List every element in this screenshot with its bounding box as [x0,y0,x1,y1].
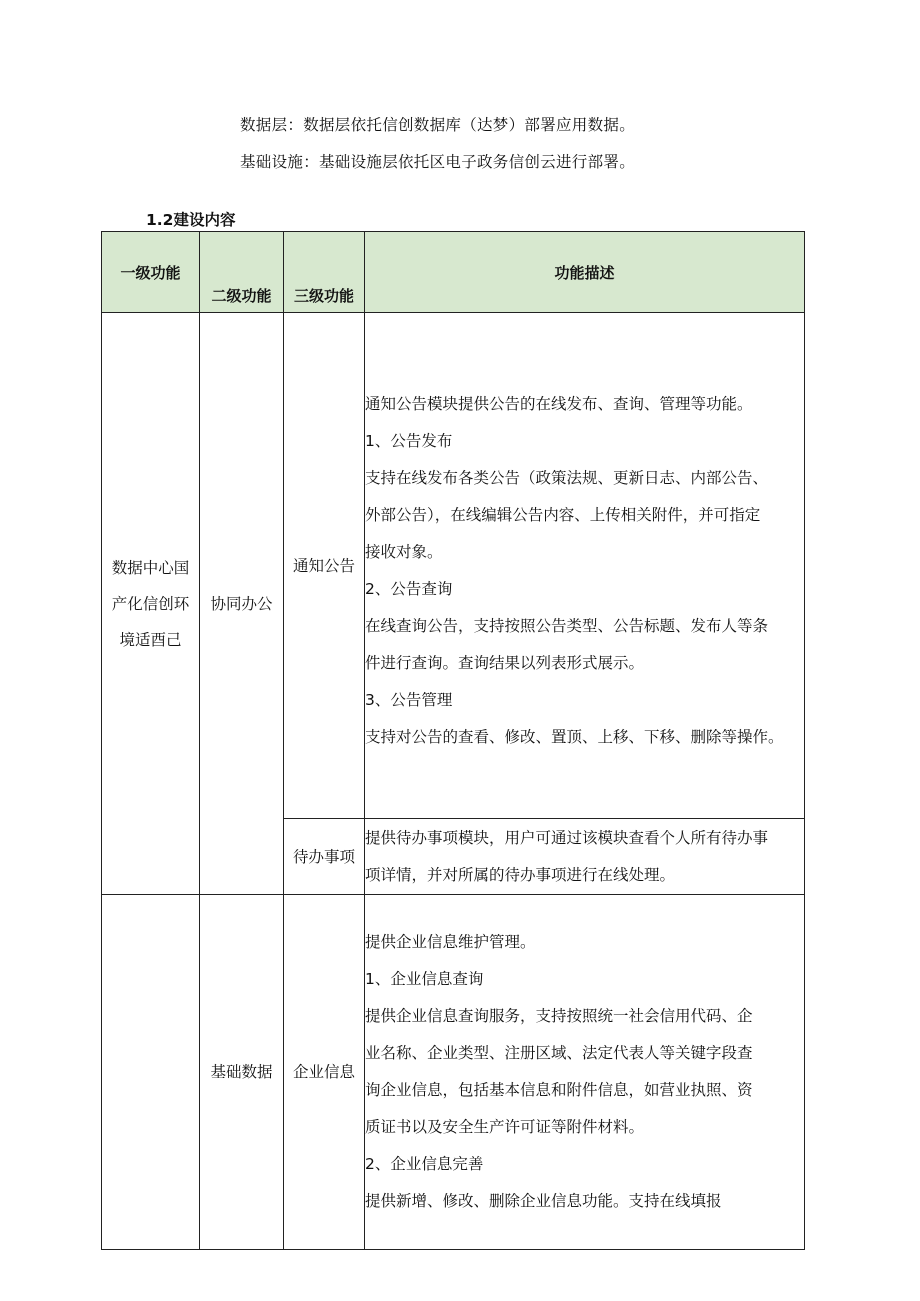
level1-cell-empty [102,895,200,1250]
desc-line: 2、企业信息完善 [365,1155,484,1173]
desc-line: 询企业信息，包括基本信息和附件信息，如营业执照、资 [365,1081,753,1099]
paragraph-data-layer: 数据层：数据层依托信创数据库（达梦）部署应用数据。 [240,116,636,134]
desc-line: 外部公告），在线编辑公告内容、上传相关附件，并可指定 [365,506,761,524]
header-level3: 三级功能 [284,232,365,313]
desc-line: 2、公告查询 [365,580,453,598]
desc-line: 1、公告发布 [365,432,453,450]
desc-line: 在线查询公告，支持按照公告类型、公告标题、发布人等条 [365,617,769,635]
level1-line: 境适酉己 [119,630,182,649]
description-cell-enterprise [365,895,805,1250]
paragraph-infrastructure: 基础设施：基础设施层依托区电子政务信创云进行部署。 [240,153,636,171]
table-row [102,313,805,819]
description-cell-notice [365,313,805,819]
description-cell-todo [365,819,805,895]
table-header-row [102,232,805,313]
desc-line: 通知公告模块提供公告的在线发布、查询、管理等功能。 [365,395,753,413]
level3-cell-notice: 通知公告 [284,313,365,819]
table-row [102,895,805,1250]
desc-line: 1、企业信息查询 [365,970,484,988]
level3-cell-todo: 待办事项 [284,819,365,895]
desc-line: 项详情，并对所属的待办事项进行在线处理。 [365,866,676,884]
desc-line: 支持对公告的查看、修改、置顶、上移、下移、删除等操作。 [365,728,784,746]
level1-line: 产化信创环 [111,594,190,613]
section-heading: 1.2建设内容 [146,211,236,229]
level1-line: 数据中心国 [111,558,190,577]
desc-line: 业名称、企业类型、注册区域、法定代表人等关键字段查 [365,1044,753,1062]
header-level2: 二级功能 [200,232,284,313]
desc-line: 接收对象。 [365,543,443,561]
desc-line: 提供企业信息维护管理。 [365,933,536,951]
desc-line: 质证书以及安全生产许可证等附件材料。 [365,1118,645,1136]
level2-cell-basic-data: 基础数据 [200,895,284,1250]
desc-line: 支持在线发布各类公告（政策法规、更新日志、内部公告、 [365,469,769,487]
desc-line: 提供新增、修改、删除企业信息功能。支持在线填报 [365,1192,722,1210]
desc-line: 3、公告管理 [365,691,453,709]
function-table [101,231,805,1250]
header-level1: 一级功能 [102,232,200,313]
level2-cell-collab-office: 协同办公 [200,313,284,895]
desc-line: 提供企业信息查询服务，支持按照统一社会信用代码、企 [365,1007,753,1025]
level3-cell-enterprise: 企业信息 [284,895,365,1250]
desc-line: 提供待办事项模块，用户可通过该模块查看个人所有待办事 [365,829,769,847]
desc-line: 件进行查询。查询结果以列表形式展示。 [365,654,645,672]
level1-cell [102,313,200,895]
header-description: 功能描述 [365,232,805,313]
